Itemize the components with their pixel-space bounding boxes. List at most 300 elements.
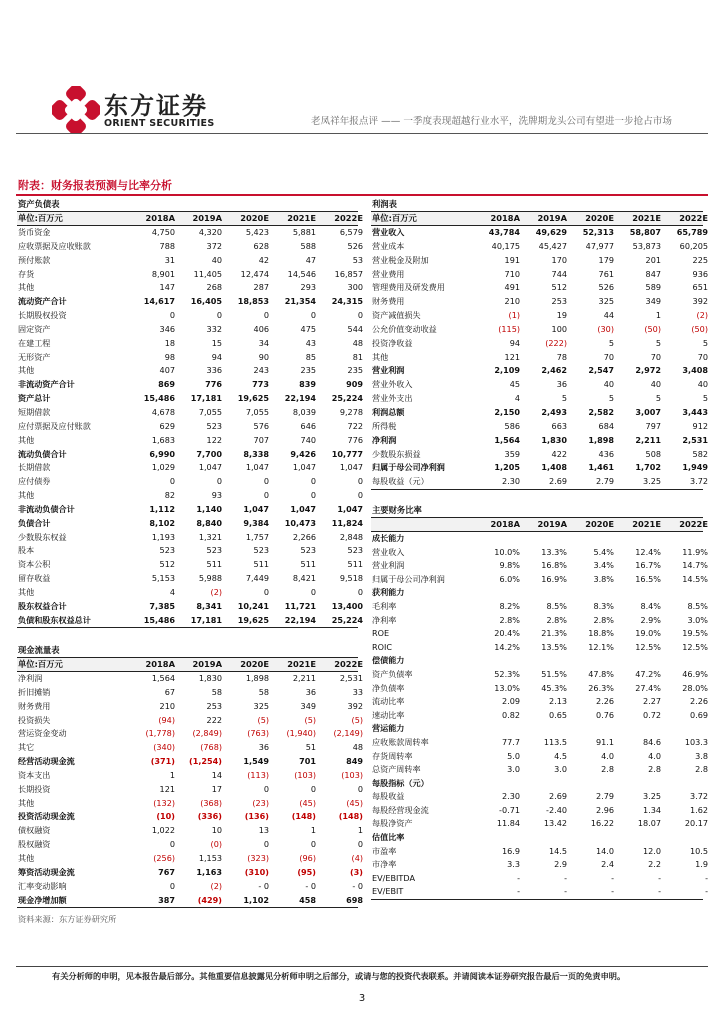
section-row [371, 654, 703, 668]
cell-value: 847 [645, 268, 661, 279]
table-title: 主要财务比率 [371, 504, 703, 518]
table-row [17, 489, 363, 503]
cell-value: 0 [263, 490, 269, 501]
row-label: 每股收益（元） [372, 476, 429, 487]
row-label: 折旧摊销 [18, 686, 51, 697]
cell-value: 16.5% [635, 573, 661, 584]
cell-value: 1,949 [682, 462, 708, 473]
table-row [17, 755, 363, 769]
cell-value: 21.3% [541, 628, 567, 639]
cell-value: 16,405 [190, 296, 222, 307]
cell-value: 767 [158, 866, 175, 877]
cell-value: (5) [351, 714, 363, 725]
cell-value: 7,055 [198, 406, 222, 417]
cell-value: 544 [347, 323, 363, 334]
table-row [17, 852, 363, 866]
cell-value: 12.5% [682, 641, 708, 652]
row-label: 负债和股东权益总计 [18, 614, 91, 625]
cell-value: 392 [347, 700, 363, 711]
cell-value [615, 586, 662, 600]
cell-value: (132) [153, 797, 175, 808]
cell-value: 3.0 [554, 764, 567, 775]
row-label: 营业税金及附加 [372, 254, 429, 265]
table-row [17, 268, 363, 282]
cell-value: 1.62 [689, 804, 708, 815]
cell-value: 491 [504, 282, 520, 293]
cell-value: 14 [211, 769, 222, 780]
cell-value [568, 586, 615, 600]
cell-value: 94 [211, 351, 222, 362]
cell-value: 48 [352, 742, 363, 753]
cell-value: 5 [561, 393, 567, 404]
cell-value: - [611, 872, 614, 883]
cell-value: 22,194 [284, 393, 316, 404]
cell-value: 2.8 [601, 764, 614, 775]
row-label: 总资产周转率 [372, 764, 421, 775]
cell-value: (45) [346, 797, 363, 808]
cell-value: 2,211 [635, 434, 661, 445]
cell-value: 45.3% [541, 682, 567, 693]
cell-value: 8.2% [499, 600, 520, 611]
cell-value: 2.8% [499, 614, 520, 625]
section-row [371, 722, 703, 736]
cell-value: (96) [299, 852, 316, 863]
cell-value: 1,830 [198, 673, 222, 683]
header-year: 2021E [287, 659, 316, 669]
cell-value: 5.0 [507, 750, 520, 761]
header-year: 2019A [192, 659, 222, 669]
table-row [17, 824, 363, 838]
table-row [371, 600, 708, 614]
table-row [371, 448, 708, 462]
cell-value: 4.0 [648, 750, 661, 761]
cell-value: (336) [197, 811, 222, 822]
cell-value: 19.0% [635, 628, 661, 639]
cell-value: (103) [294, 769, 316, 780]
cell-value: 523 [347, 545, 363, 556]
row-label: 投资损失 [18, 714, 51, 725]
row-label: 营业利润 [372, 560, 405, 571]
cell-value: 797 [645, 420, 661, 431]
row-label: 投资活动现金流 [18, 811, 75, 822]
table-row [17, 531, 363, 545]
cell-value: 47,977 [585, 240, 614, 251]
cell-value: 40 [211, 254, 222, 265]
cell-value: 2.2 [648, 859, 661, 870]
cell-value: 1,461 [588, 462, 614, 473]
row-label: 所得税 [372, 420, 397, 431]
header-year: 2020E [585, 213, 614, 223]
table-title: 利润表 [371, 198, 703, 212]
cell-value: 912 [692, 420, 708, 431]
cell-value [568, 722, 615, 736]
cell-value: 9,518 [339, 573, 363, 584]
cell-value: 11.84 [496, 818, 520, 829]
cell-value: 1 [655, 310, 661, 321]
table-title: 现金流量表 [17, 644, 358, 658]
cell-value [615, 831, 662, 845]
cell-value: 49,629 [535, 227, 567, 237]
cell-value [474, 586, 521, 600]
table-row [371, 573, 708, 587]
cell-value: 84.6 [642, 736, 661, 747]
cell-value: 1,898 [245, 673, 269, 683]
header-year: 2019A [537, 213, 567, 223]
cell-value: 17,181 [190, 614, 222, 625]
cell-value: 48 [352, 337, 363, 348]
cell-value: 0 [216, 310, 222, 321]
cell-value [615, 777, 662, 791]
cell-value: 582 [692, 448, 708, 459]
table-row [371, 434, 708, 448]
cell-value: 25,224 [331, 393, 363, 404]
cell-value: 7,385 [149, 600, 175, 611]
cell-value: 25,224 [331, 614, 363, 625]
cell-value: (2) [210, 586, 222, 597]
cell-value: 3.8% [593, 573, 614, 584]
table-row [371, 546, 708, 560]
cell-value: 45,427 [538, 240, 567, 251]
cell-value: 346 [159, 323, 175, 334]
cell-value: 1,549 [243, 756, 269, 767]
table-row [17, 586, 363, 600]
cell-value: 1,047 [337, 503, 363, 514]
row-label: 投资净收益 [372, 337, 413, 348]
cell-value: 511 [206, 559, 222, 570]
cell-value: 1,564 [151, 673, 175, 683]
cell-value: 4.5 [554, 750, 567, 761]
row-label: 偿债能力 [372, 655, 405, 666]
row-label: 非流动资产合计 [18, 379, 75, 390]
cell-value: 1,830 [541, 434, 567, 445]
cell-value: 78 [556, 351, 567, 362]
cell-value [568, 654, 615, 668]
cell-value: 1,408 [541, 462, 567, 473]
cell-value: 34 [258, 337, 269, 348]
cell-value: 8.4% [640, 600, 661, 611]
cell-value: 58 [211, 686, 222, 697]
table-row [17, 600, 363, 614]
cell-value [662, 777, 709, 791]
cell-value: 1,153 [198, 852, 222, 863]
table-row [371, 709, 708, 723]
table-row [371, 475, 708, 489]
cell-value: 9,384 [243, 517, 269, 528]
cell-value: 16,857 [334, 268, 363, 279]
cell-value: (50) [691, 323, 708, 334]
cell-value: 0 [169, 476, 175, 487]
row-label: 流动负债合计 [18, 448, 67, 459]
cell-value: 100 [551, 323, 567, 334]
section-row [371, 831, 703, 845]
report-header-note: 老凤祥年报点评 —— 一季度表现超越行业水平，洗牌期龙头公司有望进一步抢占市场 [310, 116, 672, 127]
row-label: 其他 [18, 797, 35, 808]
row-label: 经营活动现金流 [18, 756, 75, 767]
cell-value: (2,849) [192, 728, 222, 739]
table-row [371, 295, 708, 309]
cell-value: 349 [645, 296, 661, 307]
row-label: 速动比率 [372, 709, 405, 720]
cell-value: -2.40 [546, 804, 567, 815]
header-divider [16, 133, 708, 134]
cell-value: (148) [338, 811, 363, 822]
table-row [371, 790, 708, 804]
cell-value: 201 [645, 254, 661, 265]
cell-value: 2,493 [541, 406, 567, 417]
cell-value: 0.82 [501, 709, 520, 720]
cell-value: 0 [310, 310, 316, 321]
cell-value: 60,205 [679, 240, 708, 251]
row-label: 净利润 [18, 673, 43, 683]
cell-value: 36 [305, 686, 316, 697]
cell-value: 2,211 [292, 673, 316, 683]
cell-value: 1,047 [245, 462, 269, 473]
section-row [371, 777, 703, 791]
cell-value: 53,873 [632, 240, 661, 251]
cell-value: 42 [258, 254, 269, 265]
table-bottom-rule [371, 899, 703, 900]
cell-value: 243 [253, 365, 269, 376]
cell-value: 70 [603, 351, 614, 362]
cell-value: 43,784 [488, 227, 520, 237]
cell-value: 9.8% [499, 560, 520, 571]
cell-value: 628 [253, 240, 269, 251]
row-label: 毛利率 [372, 600, 397, 611]
cell-value [474, 722, 521, 736]
cell-value: 5,988 [198, 573, 222, 584]
header-year: 2022E [679, 519, 708, 529]
row-label: 在建工程 [18, 337, 51, 348]
cell-value [521, 722, 568, 736]
table-row [17, 461, 363, 475]
cell-value: 19.5% [682, 628, 708, 639]
row-label: 少数股东权益 [18, 531, 67, 542]
cell-value [474, 777, 521, 791]
cell-value: 20.4% [494, 628, 520, 639]
cell-value: 225 [692, 254, 708, 265]
table-row [17, 420, 363, 434]
cell-value: 0 [169, 880, 175, 891]
cell-value: 14.0 [595, 845, 614, 856]
row-label: 应收票据及应收账款 [18, 240, 91, 251]
cell-value: (113) [247, 769, 269, 780]
cell-value: 0 [216, 476, 222, 487]
cell-value [474, 654, 521, 668]
cell-value: (310) [244, 866, 269, 877]
header-year: 2018A [145, 213, 175, 223]
cell-value [615, 654, 662, 668]
cell-value: (222) [545, 337, 567, 348]
cell-value: (50) [644, 323, 661, 334]
cell-value: 16.9 [501, 845, 520, 856]
cell-value: 253 [206, 700, 222, 711]
cell-value [662, 586, 709, 600]
cell-value: 36 [556, 379, 567, 390]
table-row [17, 700, 363, 714]
cell-value: 422 [551, 448, 567, 459]
row-label: 净利润 [372, 434, 397, 445]
table-row [17, 686, 363, 700]
cell-value: 94 [509, 337, 520, 348]
cell-value: 47 [305, 254, 316, 265]
cell-value: 651 [692, 282, 708, 293]
cell-value: 776 [347, 434, 363, 445]
row-label: 营业成本 [372, 240, 405, 251]
table-row [371, 845, 708, 859]
row-label: 财务费用 [18, 700, 51, 711]
cell-value: 1,112 [149, 503, 175, 514]
row-label: 货币资金 [18, 227, 51, 237]
table-row [17, 894, 363, 908]
table-row [17, 783, 363, 797]
cell-value: 8,338 [243, 448, 269, 459]
cell-value: 8,102 [149, 517, 175, 528]
cell-value: 222 [206, 714, 222, 725]
cell-value: 0 [357, 476, 363, 487]
table-row [17, 880, 363, 894]
table-row [17, 254, 363, 268]
cell-value: (0) [210, 839, 222, 850]
cell-value: 698 [346, 894, 363, 905]
cell-value: 15,486 [143, 393, 175, 404]
header-year: 2020E [585, 519, 614, 529]
row-label: 无形资产 [18, 351, 51, 362]
cell-value: 1 [310, 825, 316, 836]
cell-value: 1,029 [151, 462, 175, 473]
cell-value: 508 [645, 448, 661, 459]
header-year: 2022E [334, 213, 363, 223]
row-label: 少数股东损益 [372, 448, 421, 459]
table-row [17, 281, 363, 295]
brand-name-cn: 东方证券 [104, 92, 208, 120]
cell-value: 16.22 [590, 818, 614, 829]
cell-value: 300 [347, 282, 363, 293]
cell-value: 4 [514, 393, 520, 404]
row-label: 公允价值变动收益 [372, 323, 437, 334]
cell-value: (323) [247, 852, 269, 863]
cell-value: (115) [498, 323, 520, 334]
cell-value: - [517, 872, 520, 883]
row-label: 营业费用 [372, 268, 405, 279]
cell-value: 646 [300, 420, 316, 431]
cell-value: 3.0% [687, 614, 708, 625]
cell-value: 586 [504, 420, 520, 431]
cell-value: 5,153 [151, 573, 175, 584]
table-row [371, 885, 708, 899]
cell-value: 11,721 [284, 600, 316, 611]
cell-value: 14,617 [143, 296, 175, 307]
cell-value: 40,175 [491, 240, 520, 251]
cell-value: (45) [299, 797, 316, 808]
cell-value: (30) [597, 323, 614, 334]
financial-ratios-table [371, 504, 708, 900]
cell-value: 523 [206, 420, 222, 431]
disclaimer-text: 有关分析师的申明，见本报告最后部分。其他重要信息披露见分析师申明之后部分，或请与您的投资代表联系。并请阅读本证券研究报告最后一页的免责申明。 [52, 971, 626, 981]
cell-value: 18 [164, 337, 175, 348]
table-row [17, 295, 363, 309]
cell-value: 523 [253, 545, 269, 556]
table-row [371, 614, 708, 628]
cell-value: 2.8 [648, 764, 661, 775]
row-label: 营运能力 [372, 723, 405, 734]
cell-value: 475 [300, 323, 316, 334]
row-label: 营业利润 [372, 365, 405, 376]
cell-value [662, 722, 709, 736]
cell-value: 5.4% [593, 546, 614, 557]
cell-value: 0 [263, 586, 269, 597]
cell-value: 19,625 [237, 614, 269, 625]
data-source-note: 资料来源：东方证券研究所 [18, 914, 117, 924]
cell-value [568, 777, 615, 791]
cell-value: 511 [300, 559, 316, 570]
table-row [17, 475, 363, 489]
table-row [17, 240, 363, 254]
row-label: 应付债券 [18, 476, 51, 487]
cell-value: 13.0% [494, 682, 520, 693]
cell-value: 3.72 [689, 476, 708, 487]
cell-value: 1.9 [695, 859, 708, 870]
cell-value: - [705, 886, 708, 897]
cell-value: 8,421 [292, 573, 316, 584]
row-label: 其他 [18, 365, 35, 376]
row-label: 预付账款 [18, 254, 51, 265]
cell-value: 81 [352, 351, 363, 362]
cell-value: 12.0 [642, 845, 661, 856]
table-row [371, 309, 708, 323]
cell-value: 7,700 [196, 448, 222, 459]
cell-value: 2,266 [292, 531, 316, 542]
cell-value: 722 [347, 420, 363, 431]
cell-value: 2,531 [339, 673, 363, 683]
cell-value: 2.79 [595, 476, 614, 487]
cell-value: 523 [206, 545, 222, 556]
cell-value: 33 [352, 686, 363, 697]
cell-value: 58,807 [629, 227, 661, 237]
cell-value: 4,320 [198, 227, 222, 237]
balance-sheet-table [17, 198, 363, 628]
row-label: 资本公积 [18, 559, 51, 570]
cell-value: 3,443 [682, 406, 708, 417]
cell-value: 287 [253, 282, 269, 293]
cell-value: 0 [263, 310, 269, 321]
cell-value: 2.13 [548, 696, 567, 707]
cell-value [521, 654, 568, 668]
cell-value: 46.9% [682, 668, 708, 679]
cell-value: (94) [158, 714, 175, 725]
cell-value: 1,321 [198, 531, 222, 542]
cell-value: 3,007 [635, 406, 661, 417]
cell-value: 12.5% [635, 641, 661, 652]
table-title: 资产负债表 [17, 198, 358, 212]
cell-value: 523 [159, 545, 175, 556]
table-row [371, 461, 708, 475]
cell-value: 10,241 [237, 600, 269, 611]
cell-value: 0 [310, 839, 316, 850]
cell-value: - [658, 886, 661, 897]
cell-value: (4) [351, 852, 363, 863]
cell-value: (10) [156, 811, 175, 822]
cell-value [521, 586, 568, 600]
cell-value: 3,408 [682, 365, 708, 376]
cell-value: 458 [299, 894, 316, 905]
table-row [17, 810, 363, 824]
row-label: ROE [372, 628, 390, 639]
table-row [17, 572, 363, 586]
cell-value: 65,789 [676, 227, 708, 237]
cell-value: 349 [300, 700, 316, 711]
cell-value: 407 [159, 365, 175, 376]
cell-value [521, 777, 568, 791]
